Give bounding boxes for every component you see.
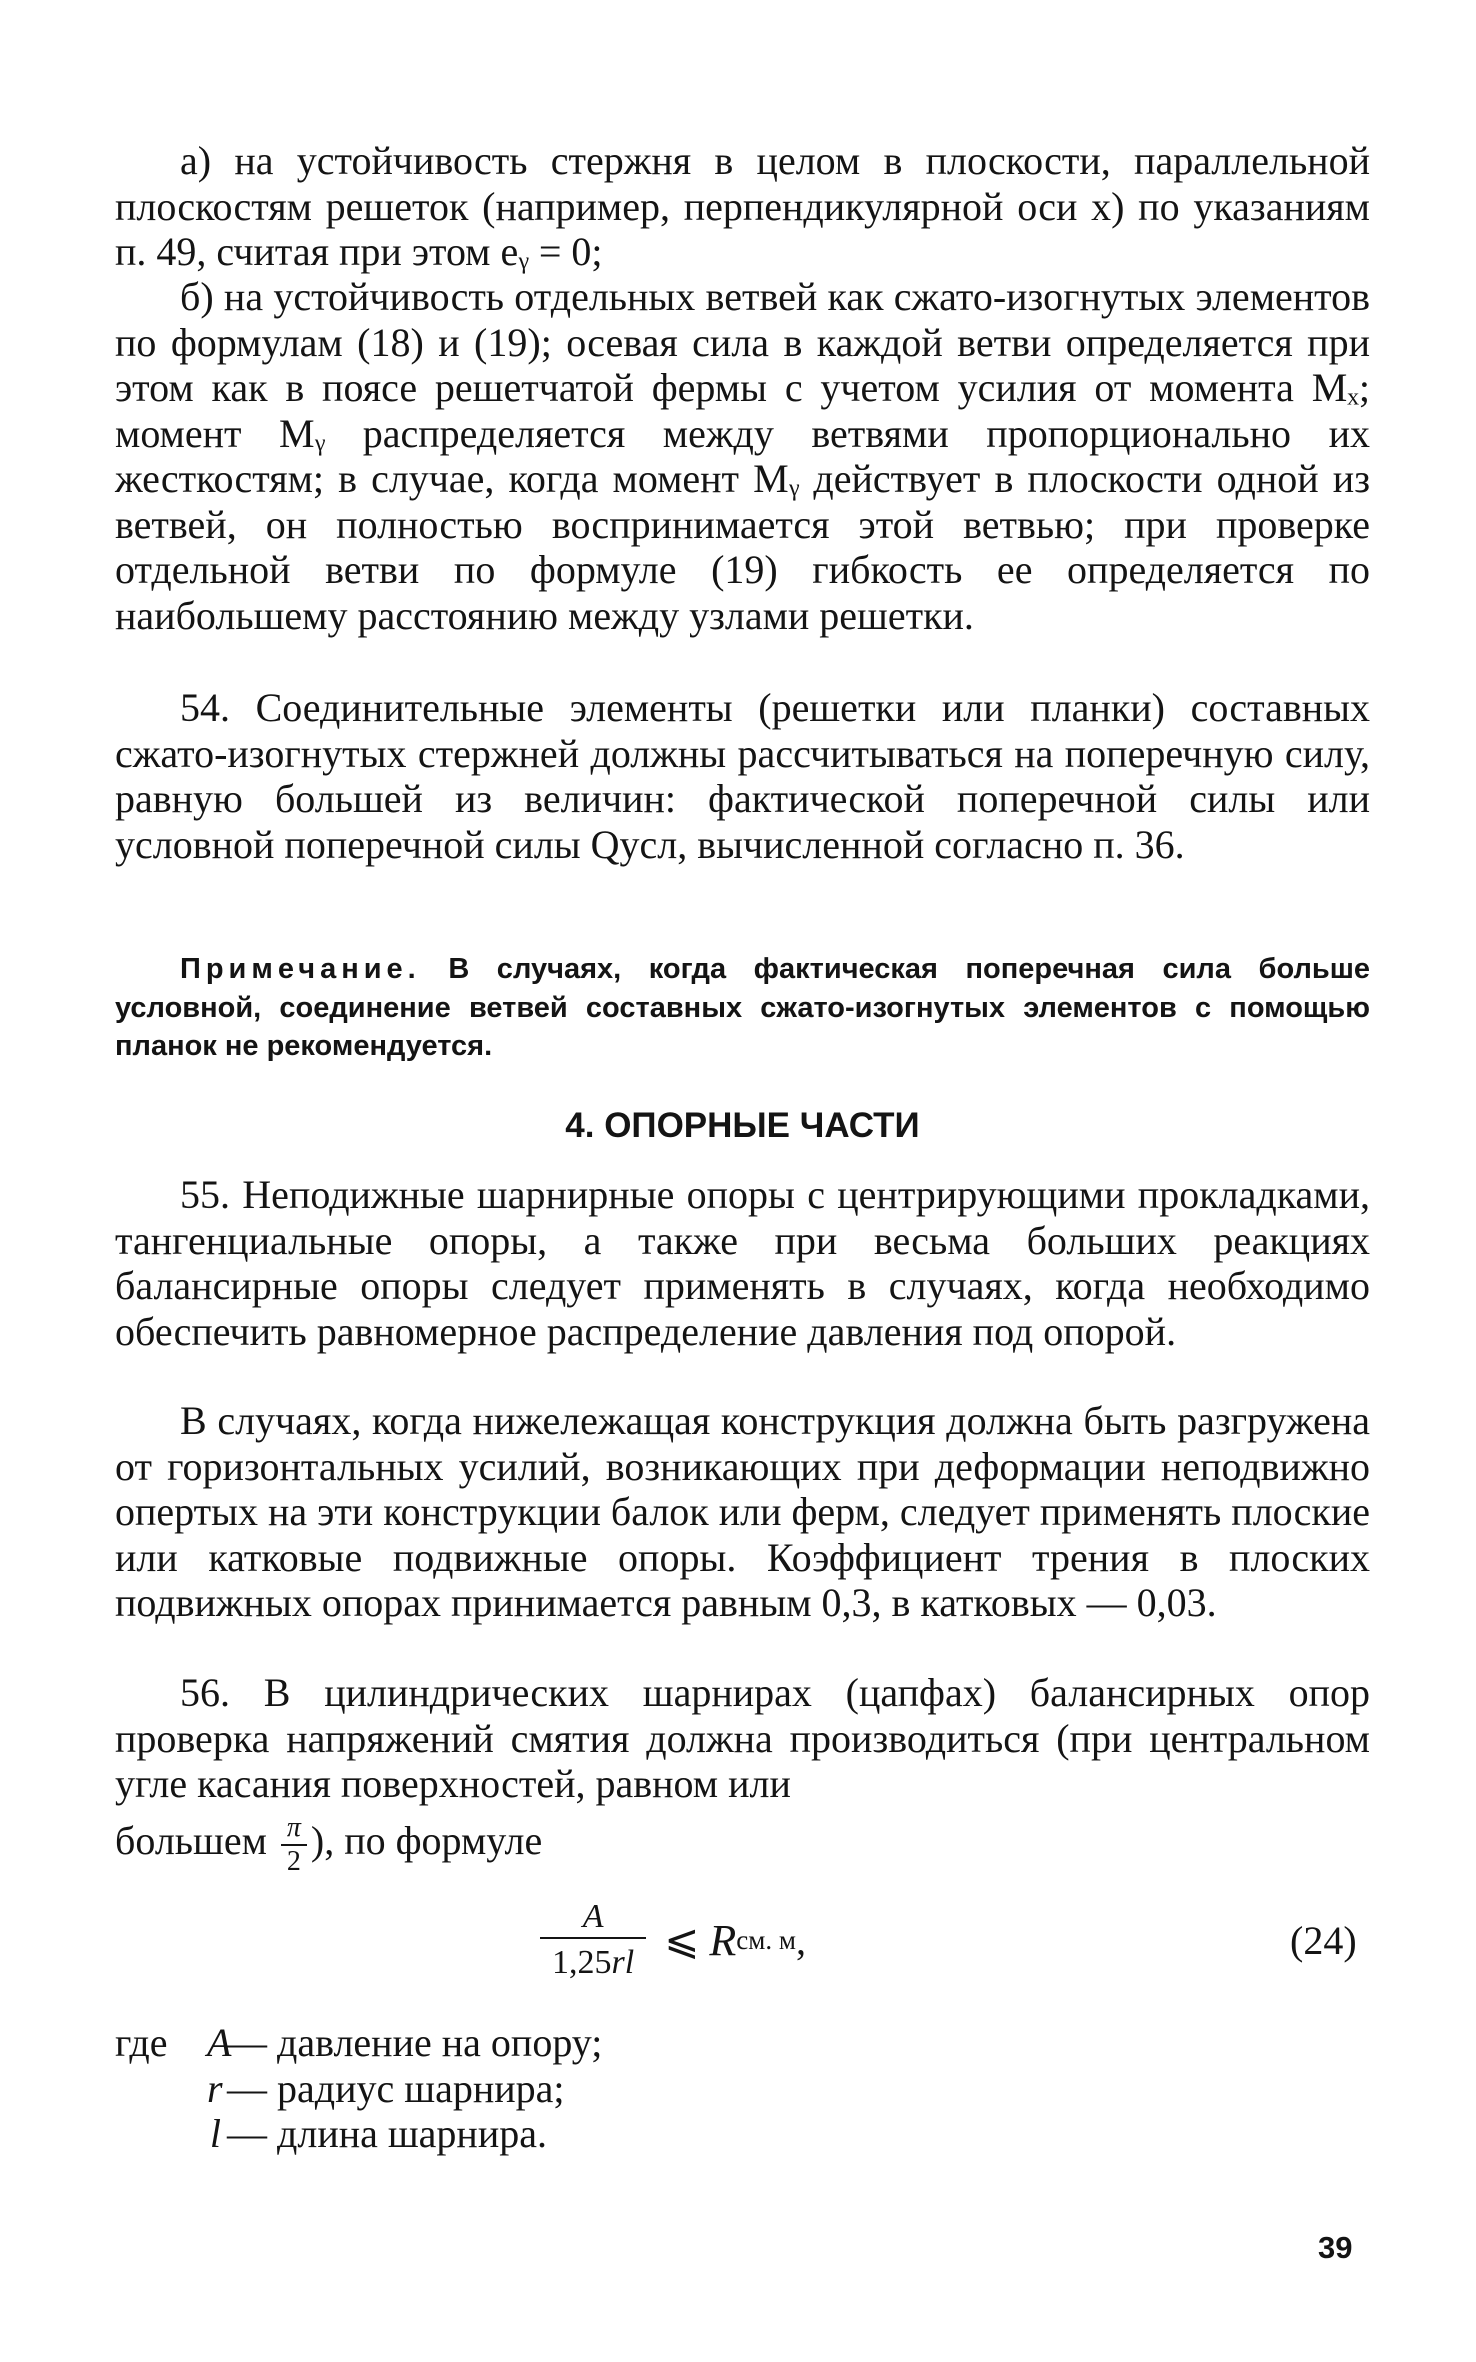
where-symbol: r — [207, 2065, 223, 2111]
formula-denominator-coef: 1,25 — [552, 1944, 612, 1981]
where-text: — давление на опору; — [227, 2020, 603, 2065]
formula-trailing: , — [795, 1917, 806, 1963]
paragraph-56: 56. В цилиндрических шарнирах (цапфах) балансирных опор проверка напряжений смятия должна производиться (при центральном угле касания поверхностей, равном или — [115, 1670, 1370, 1806]
where-row — [115, 2111, 602, 2157]
where-lead: где — [115, 2020, 168, 2065]
fraction-denominator: 2 — [281, 1844, 307, 1878]
formula-relation: ⩽ — [664, 1918, 700, 1964]
paragraph-56-tail — [115, 1812, 1370, 1878]
where-row — [115, 2066, 602, 2112]
where-symbol: A — [207, 2020, 232, 2065]
note-label: Примечание. — [180, 953, 421, 985]
equation-number: (24) — [1290, 1918, 1357, 1963]
pi-over-two-fraction — [281, 1812, 307, 1878]
where-row — [115, 2020, 602, 2066]
formula-fraction — [540, 1897, 646, 1983]
formula-rhs-subscript: см. м — [736, 1924, 796, 1955]
formula-24 — [540, 1890, 806, 1990]
paragraph-b: б) на устойчивость отдельных ветвей как сжато-изогнутых элементов по формулам (18) и (19); осевая сила в каждой ветви определяется при этом как в поясе решетчатой фермы с учетом усилия от момента Mₓ; момент Mᵧ распределяется между ветвями пропорционально их жесткостям; в случае, когда момент Mᵧ действует в плоскости одной из ветвей, он полностью воспринимается этой ветвью; при проверке отдельной ветви по формуле (19) гибкость ее определяется по наибольшему расстоянию между узлами решетки. — [115, 274, 1370, 638]
paragraph-55-continued: В случаях, когда нижележащая конструкция должна быть разгружена от горизонтальных усилий, возникающих при деформации неподвижно опертых на эти конструкции балок или ферм, следует применять плоские или катковые подвижные опоры. Коэффициент трения в плоских подвижных опорах принимается равным 0,3, в катковых — 0,03. — [115, 1398, 1370, 1625]
note — [115, 950, 1370, 1066]
formula-numerator: A — [582, 1898, 604, 1935]
where-symbol: l — [209, 2111, 221, 2156]
paragraph-54: 54. Соединительные элементы (решетки или планки) составных сжато-изогнутых стержней должны рассчитываться на поперечную силу, равную большей из величин: фактической поперечной силы или условной поперечной силы Qусл, вычисленной согласно п. 36. — [115, 685, 1370, 867]
note-text: В случаях, когда фактическая поперечная сила больше условной, соединение ветвей составных сжато-изогнутых элементов с помощью планок не рекомендуется. — [115, 953, 1370, 1062]
where-list — [115, 2020, 602, 2157]
where-text: — длина шарнира. — [227, 2111, 547, 2156]
formula-denominator-vars: rl — [611, 1944, 635, 1981]
paragraph-a: а) на устойчивость стержня в целом в плоскости, параллельной плоскостям решеток (например, перпендикулярной оси x) по указаниям п. 49, считая при этом eᵧ = 0; — [115, 138, 1370, 274]
section-heading: 4. ОПОРНЫЕ ЧАСТИ — [565, 1106, 920, 1145]
paragraph-56-tail-after: ), по формуле — [310, 1818, 543, 1864]
where-text: — радиус шарнира; — [227, 2065, 565, 2111]
formula-denominator — [540, 1937, 646, 1983]
formula-rhs-symbol: R — [709, 1915, 737, 1965]
paragraph-55: 55. Неподижные шарнирные опоры с центрирующими прокладками, тангенциальные опоры, а также при весьма больших реакциях балансирные опоры следует применять в случаях, когда необходимо обеспечить равномерное распределение давления под опорой. — [115, 1172, 1370, 1354]
fraction-numerator: π — [286, 1812, 301, 1843]
page-number: 39 — [1318, 2230, 1353, 2265]
paragraph-56-tail-before: большем — [115, 1818, 267, 1864]
